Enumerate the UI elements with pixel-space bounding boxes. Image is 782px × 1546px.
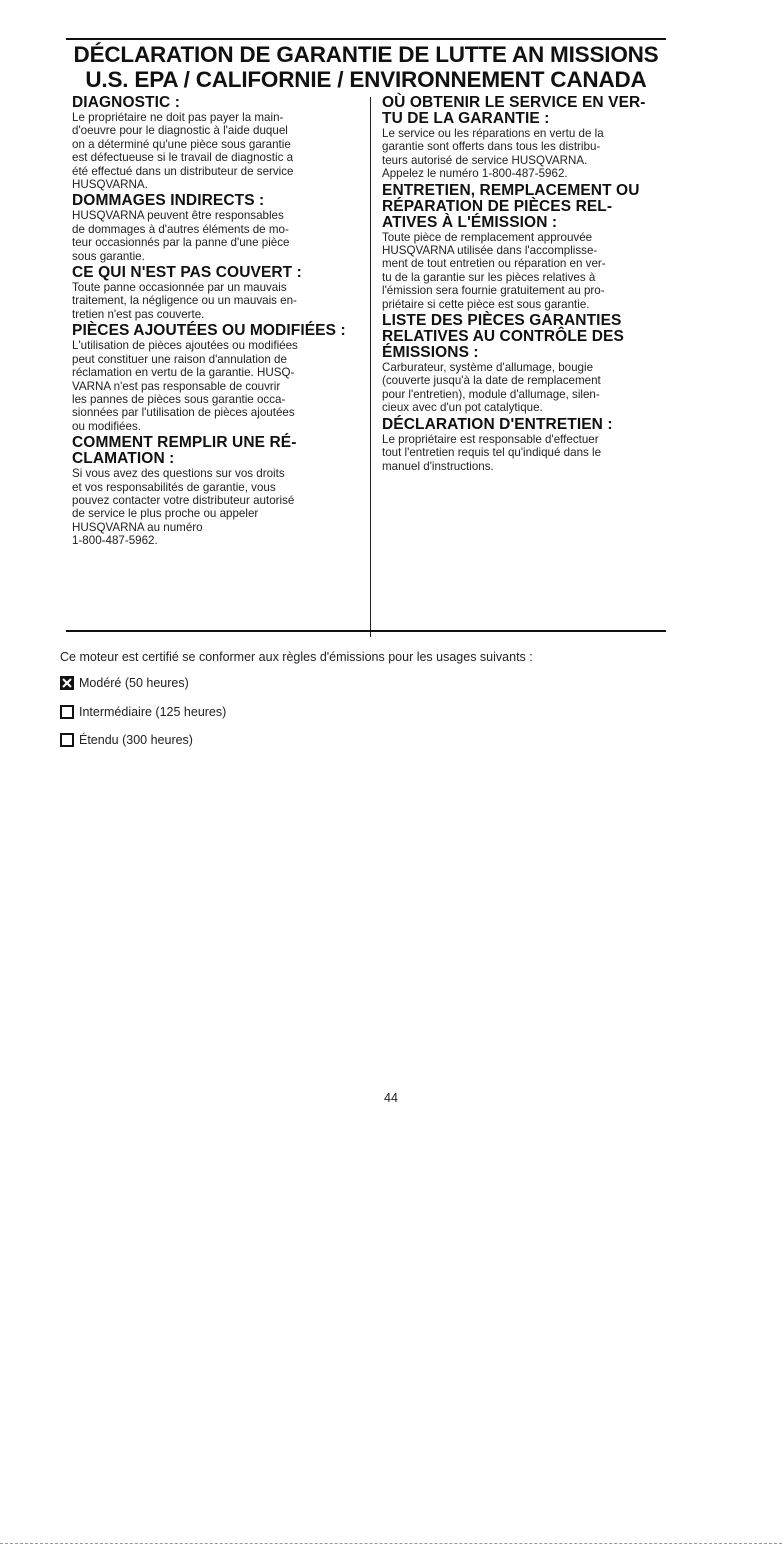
section-heading: COMMENT REMPLIR UNE RÉ- CLAMATION : [72, 434, 297, 468]
title-line-2: U.S. EPA / CALIFORNIE / ENVIRONNEMENT CANADA [85, 67, 647, 92]
bottom-dashed-rule [0, 1543, 782, 1544]
section-body: Si vous avez des questions sur vos droits et vos responsabilités de garantie, vous pouvez contacter votre distributeur autorisé de service le plus proche ou appeler HUSQVARNA au numéro 1-800-487-5962. [72, 467, 295, 548]
section-body: HUSQVARNA peuvent être responsables de dommages à d'autres éléments de mo- teur occasionnés par la panne d'une pièce sous garantie. [72, 209, 290, 263]
section-pieces-ajoutees [72, 323, 362, 433]
section-body: Le propriétaire est responsable d'effectuer tout l'entretien requis tel qu'indiqué dans le manuel d'instructions. [382, 432, 602, 473]
option-label: Modéré (50 heures) [79, 676, 189, 690]
section-dommages-indirects [72, 193, 362, 263]
page-number: 44 [384, 1091, 398, 1105]
section-heading: DOMMAGES INDIRECTS : [72, 192, 265, 210]
section-body: L'utilisation de pièces ajoutées ou modifiées peut constituer une raison d'annulation de réclamation en vertu de la garantie. HUSQ- VARNA n'est pas responsable de couvrir les pannes de pièces sous garantie occa- sionnées par l'utilisation de pièces ajoutées ou modifiées. [72, 339, 298, 433]
section-reclamation [72, 435, 362, 547]
section-entretien-remplacement [382, 183, 674, 311]
section-heading: OÙ OBTENIR LE SERVICE EN VER- TU DE LA GARANTIE : [382, 94, 646, 127]
unchecked-box-icon[interactable] [60, 705, 74, 719]
column-divider [370, 97, 371, 637]
option-modere[interactable] [60, 676, 189, 690]
section-liste-pieces [382, 313, 674, 415]
section-body: Toute pièce de remplacement approuvée HUSQVARNA utilisée dans l'accomplisse- ment de tout entretien ou réparation en ver- tu de la garantie sur les pièces relatives à l'émission sera fournie gratuitement au pro- priétaire si cette pièce est sous garantie. [382, 230, 606, 311]
section-body: Le propriétaire ne doit pas payer la main- d'oeuvre pour le diagnostic à l'aide duquel on a déterminé qu'une pièce sous garantie est défectueuse si le travail de diagnostic a été effectué dans un distributeur de service HUSQVARNA. [72, 111, 294, 192]
top-rule [66, 38, 666, 40]
option-intermediaire[interactable] [60, 705, 226, 719]
section-diagnostic [72, 95, 362, 191]
option-label: Intermédiaire (125 heures) [79, 705, 227, 719]
page-title [60, 42, 672, 92]
right-column [382, 95, 674, 475]
checked-box-icon[interactable] [60, 676, 74, 690]
unchecked-box-icon[interactable] [60, 733, 74, 747]
section-heading: PIÈCES AJOUTÉES OU MODIFIÉES : [72, 322, 346, 340]
middle-rule [66, 630, 666, 632]
section-body: Carburateur, système d'allumage, bougie (couverte jusqu'à la date de remplacement pour l'entretien), module d'allumage, silen- cieux avec d'un pot catalytique. [382, 361, 601, 415]
section-body: Toute panne occasionnée par un mauvais traitement, la négligence ou un mauvais en- tretien n'est pas couverte. [72, 281, 297, 321]
option-etendu[interactable] [60, 733, 193, 747]
title-line-1: DÉCLARATION DE GARANTIE DE LUTTE AN MISSIONS [73, 42, 659, 67]
section-heading: ENTRETIEN, REMPLACEMENT OU RÉPARATION DE PIÈCES REL- ATIVES À L'ÉMISSION : [382, 181, 640, 231]
option-label: Étendu (300 heures) [79, 733, 193, 747]
section-heading: LISTE DES PIÈCES GARANTIES RELATIVES AU CONTRÔLE DES ÉMISSIONS : [382, 312, 624, 362]
certification-text: Ce moteur est certifié se conformer aux règles d'émissions pour les usages suivants : [60, 650, 533, 664]
section-obtenir-service [382, 95, 674, 181]
section-heading: DÉCLARATION D'ENTRETIEN : [382, 415, 613, 433]
section-body: Le service ou les réparations en vertu de la garantie sont offerts dans tous les distribu- teurs autorisé de service HUSQVARNA. Appelez le numéro 1-800-487-5962. [382, 127, 604, 181]
section-declaration-entretien [382, 417, 674, 473]
section-non-couvert [72, 265, 362, 321]
section-heading: DIAGNOSTIC : [72, 94, 180, 111]
section-heading: CE QUI N'EST PAS COUVERT : [72, 264, 302, 282]
left-column [72, 95, 362, 550]
